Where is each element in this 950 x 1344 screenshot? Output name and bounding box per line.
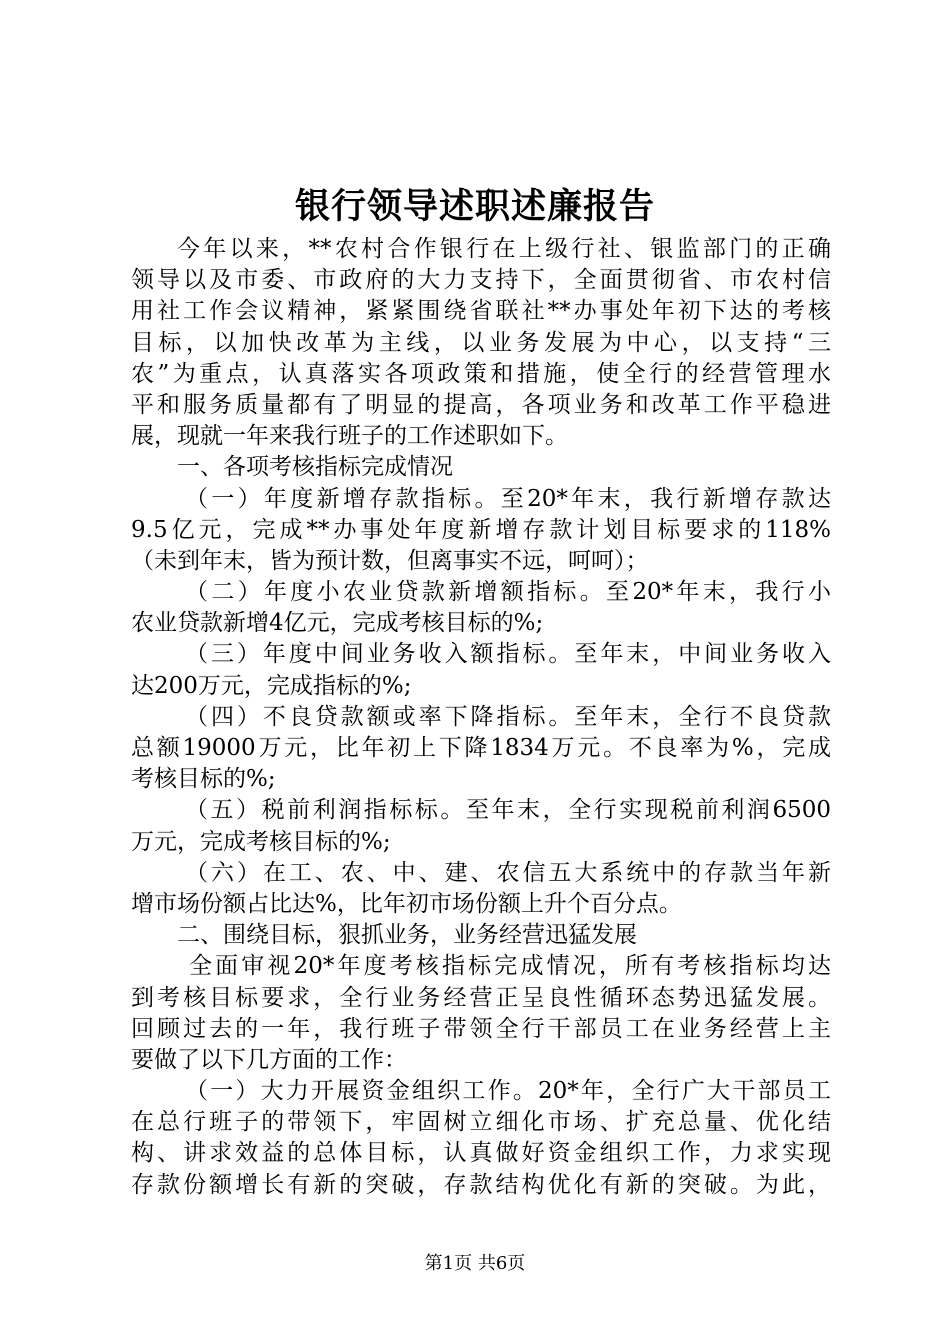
text-line: 展，现就一年来我行班子的工作述职如下。 (131, 423, 568, 450)
section-heading: 二、围绕目标，狠抓业务，业务经营迅猛发展 (177, 922, 637, 949)
text-line: 农业贷款新增4亿元，完成考核目标的%; (131, 610, 544, 637)
text-line: 今年以来，**农村合作银行在上级行社、银监部门的正确 (177, 236, 831, 262)
text-line: （四）不良贷款额或率下降指标。至年末，全行不良贷款 (185, 703, 831, 730)
text-line: 达200万元，完成指标的%; (131, 672, 412, 699)
text-line: 构、讲求效益的总体目标，认真做好资金组织工作，力求实现 (131, 1140, 831, 1167)
text-line: （三）年度中间业务收入额指标。至年末，中间业务收入 (185, 641, 831, 668)
text-line: 平和服务质量都有了明显的提高，各项业务和改革工作平稳进 (131, 391, 831, 418)
text-line: 领导以及市委、市政府的大力支持下，全面贯彻省、市农村信 (131, 267, 831, 294)
section-heading: 一、各项考核指标完成情况 (177, 454, 453, 481)
text-line: 全面审视20*年度考核指标完成情况，所有考核指标均达 (189, 953, 831, 980)
text-line: （一）年度新增存款指标。至20*年末，我行新增存款达 (185, 485, 831, 512)
text-line: （六）在工、农、中、建、农信五大系统中的存款当年新 (185, 859, 831, 886)
text-line: 到考核目标要求，全行业务经营正呈良性循环态势迅猛发展。 (131, 984, 831, 1011)
text-line: （一）大力开展资金组织工作。20*年，全行广大干部员工 (185, 1078, 831, 1105)
text-line: 万元，完成考核目标的%; (131, 828, 391, 855)
text-line: （五）税前利润指标标。至年末，全行实现税前利润6500 (185, 797, 831, 824)
text-line: 在总行班子的带领下，牢固树立细化市场、扩充总量、优化结 (131, 1109, 831, 1136)
text-line: 用社工作会议精神，紧紧围绕省联社**办事处年初下达的考核 (131, 298, 831, 325)
text-line: 总额19000万元，比年初上下降1834万元。不良率为%，完成 (131, 735, 831, 761)
text-line: （二）年度小农业贷款新增额指标。至20*年末，我行小 (185, 579, 831, 606)
text-line: 目标，以加快改革为主线，以业务发展为中心，以支持“三 (131, 329, 831, 356)
text-line: 考核目标的%; (131, 766, 276, 793)
document-title: 银行领导述职述廉报告 (294, 186, 655, 227)
page-number: 第1页 共6页 (424, 1253, 526, 1274)
text-line: 农”为重点，认真落实各项政策和措施，使全行的经营管理水 (131, 360, 831, 387)
text-line: 9.5亿元，完成**办事处年度新增存款计划目标要求的118% (131, 516, 831, 543)
text-line: 存款份额增长有新的突破，存款结构优化有新的突破。为此， (131, 1171, 831, 1198)
text-line: （未到年末，皆为预计数，但离事实不远，呵呵）； (131, 547, 649, 574)
text-line: 增市场份额占比达%，比年初市场份额上升个百分点。 (131, 890, 682, 917)
document-body (131, 234, 831, 1201)
text-line: 要做了以下几方面的工作： (131, 1046, 407, 1073)
text-line: 回顾过去的一年，我行班子带领全行干部员工在业务经营上主 (131, 1015, 831, 1042)
